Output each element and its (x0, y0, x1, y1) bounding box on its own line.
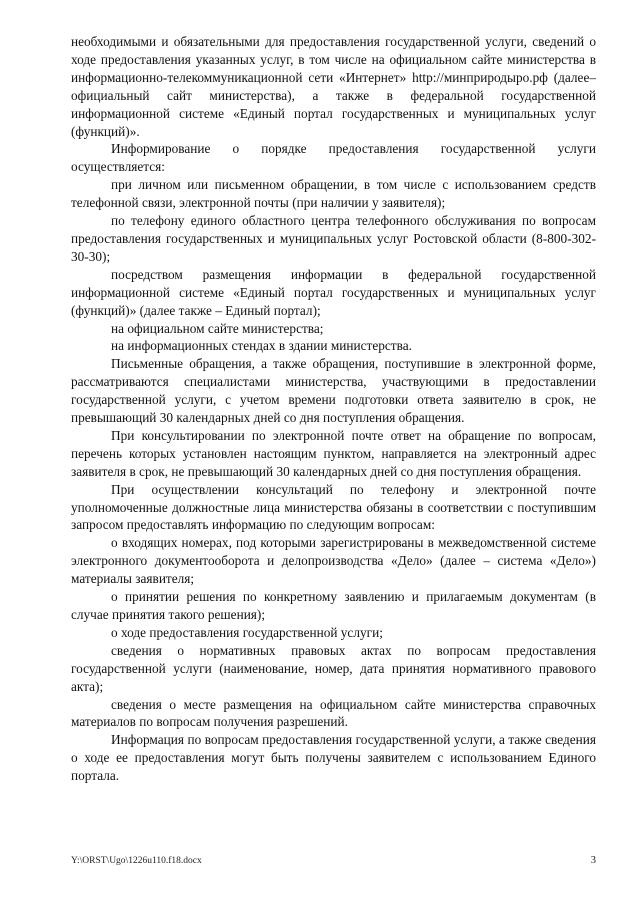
paragraph-written-requests: Письменные обращения, а также обращения, поступившие в электронной форме, рассматриваются специалистами министерства, участвующими в предоставлении государственной услуги, с учетом времени подготовки ответа заявителю в срок, не превышающий 30 календарных дней со дня поступления обращения. (71, 356, 596, 426)
paragraph-portal-info: Информация по вопросам предоставления государственной услуги, а также сведения о ходе ее предоставления могут быть получены заявителем с использованием Единого портала. (71, 732, 596, 784)
document-body (71, 33, 596, 785)
paragraph-legal-acts: сведения о нормативных правовых актах по вопросам предоставления государственной услуги (наименование, номер, дата принятия нормативного правового акта); (71, 642, 596, 694)
paragraph-personal-request: при личном или письменном обращении, в том числе с использованием средств телефонной связи, электронной почты (при наличии у заявителя); (71, 177, 596, 211)
page-number: 3 (590, 855, 596, 866)
paragraph-phone-center: по телефону единого областного центра телефонного обслуживания по вопросам предоставления государственных и муниципальных услуг Ростовской области (8-800-302-30-30); (71, 213, 596, 264)
paragraph-official-site: на официальном сайте министерства; (111, 320, 324, 336)
paragraph-reference-materials: сведения о месте размещения на официальном сайте министерства справочных материалов по вопросам получения разрешений. (71, 696, 596, 730)
paragraph-informing-intro: Информирование о порядке предоставления государственной услуги осуществляется: (71, 141, 596, 175)
paragraph-email-consulting: При консультировании по электронной почте ответ на обращение по вопросам, перечень которых установлен настоящим пунктом, направляется на электронный адрес заявителя в срок, не превышающий 30 календарных дней со дня поступления обращения. (71, 427, 596, 479)
paragraph-decision: о принятии решения по конкретному заявлению и прилагаемым документам (в случае принятия такого решения); (71, 589, 596, 622)
paragraph-incoming-numbers: о входящих номерах, под которыми зарегистрированы в межведомственной системе электронного документооборота и делопроизводства «Дело» (далее – система «Дело») материалы заявителя; (71, 535, 596, 587)
paragraph-unified-portal: посредством размещения информации в федеральной государственной информационной системе «Единый портал государственных и муниципальных услуг (функций)» (далее также – Единый портал); (71, 266, 596, 318)
paragraph-continuation: необходимыми и обязательными для предоставления государственной услуги, сведений о ходе предоставления указанных услуг, в том числе на официальном сайте министерства в информационно-телекоммуникационной сети «Интернет» http://минприродыро.рф (далее– официальный сайт министерства), а также в федеральной государственной информационной системе «Единый портал государственных и муниципальных услуг (функций)». (71, 34, 596, 139)
paragraph-info-stands: на информационных стендах в здании министерства. (111, 338, 412, 354)
footer-file-path: Y:\ORST\Ugo\1226u110.f18.docx (71, 856, 202, 866)
paragraph-phone-consulting: При осуществлении консультаций по телефону и электронной почте уполномоченные должностные лица министерства обязаны в соответствии с поступившим запросом предоставлять информацию по следующим вопросам: (71, 481, 596, 533)
paragraph-progress: о ходе предоставления государственной услуги; (111, 624, 383, 640)
